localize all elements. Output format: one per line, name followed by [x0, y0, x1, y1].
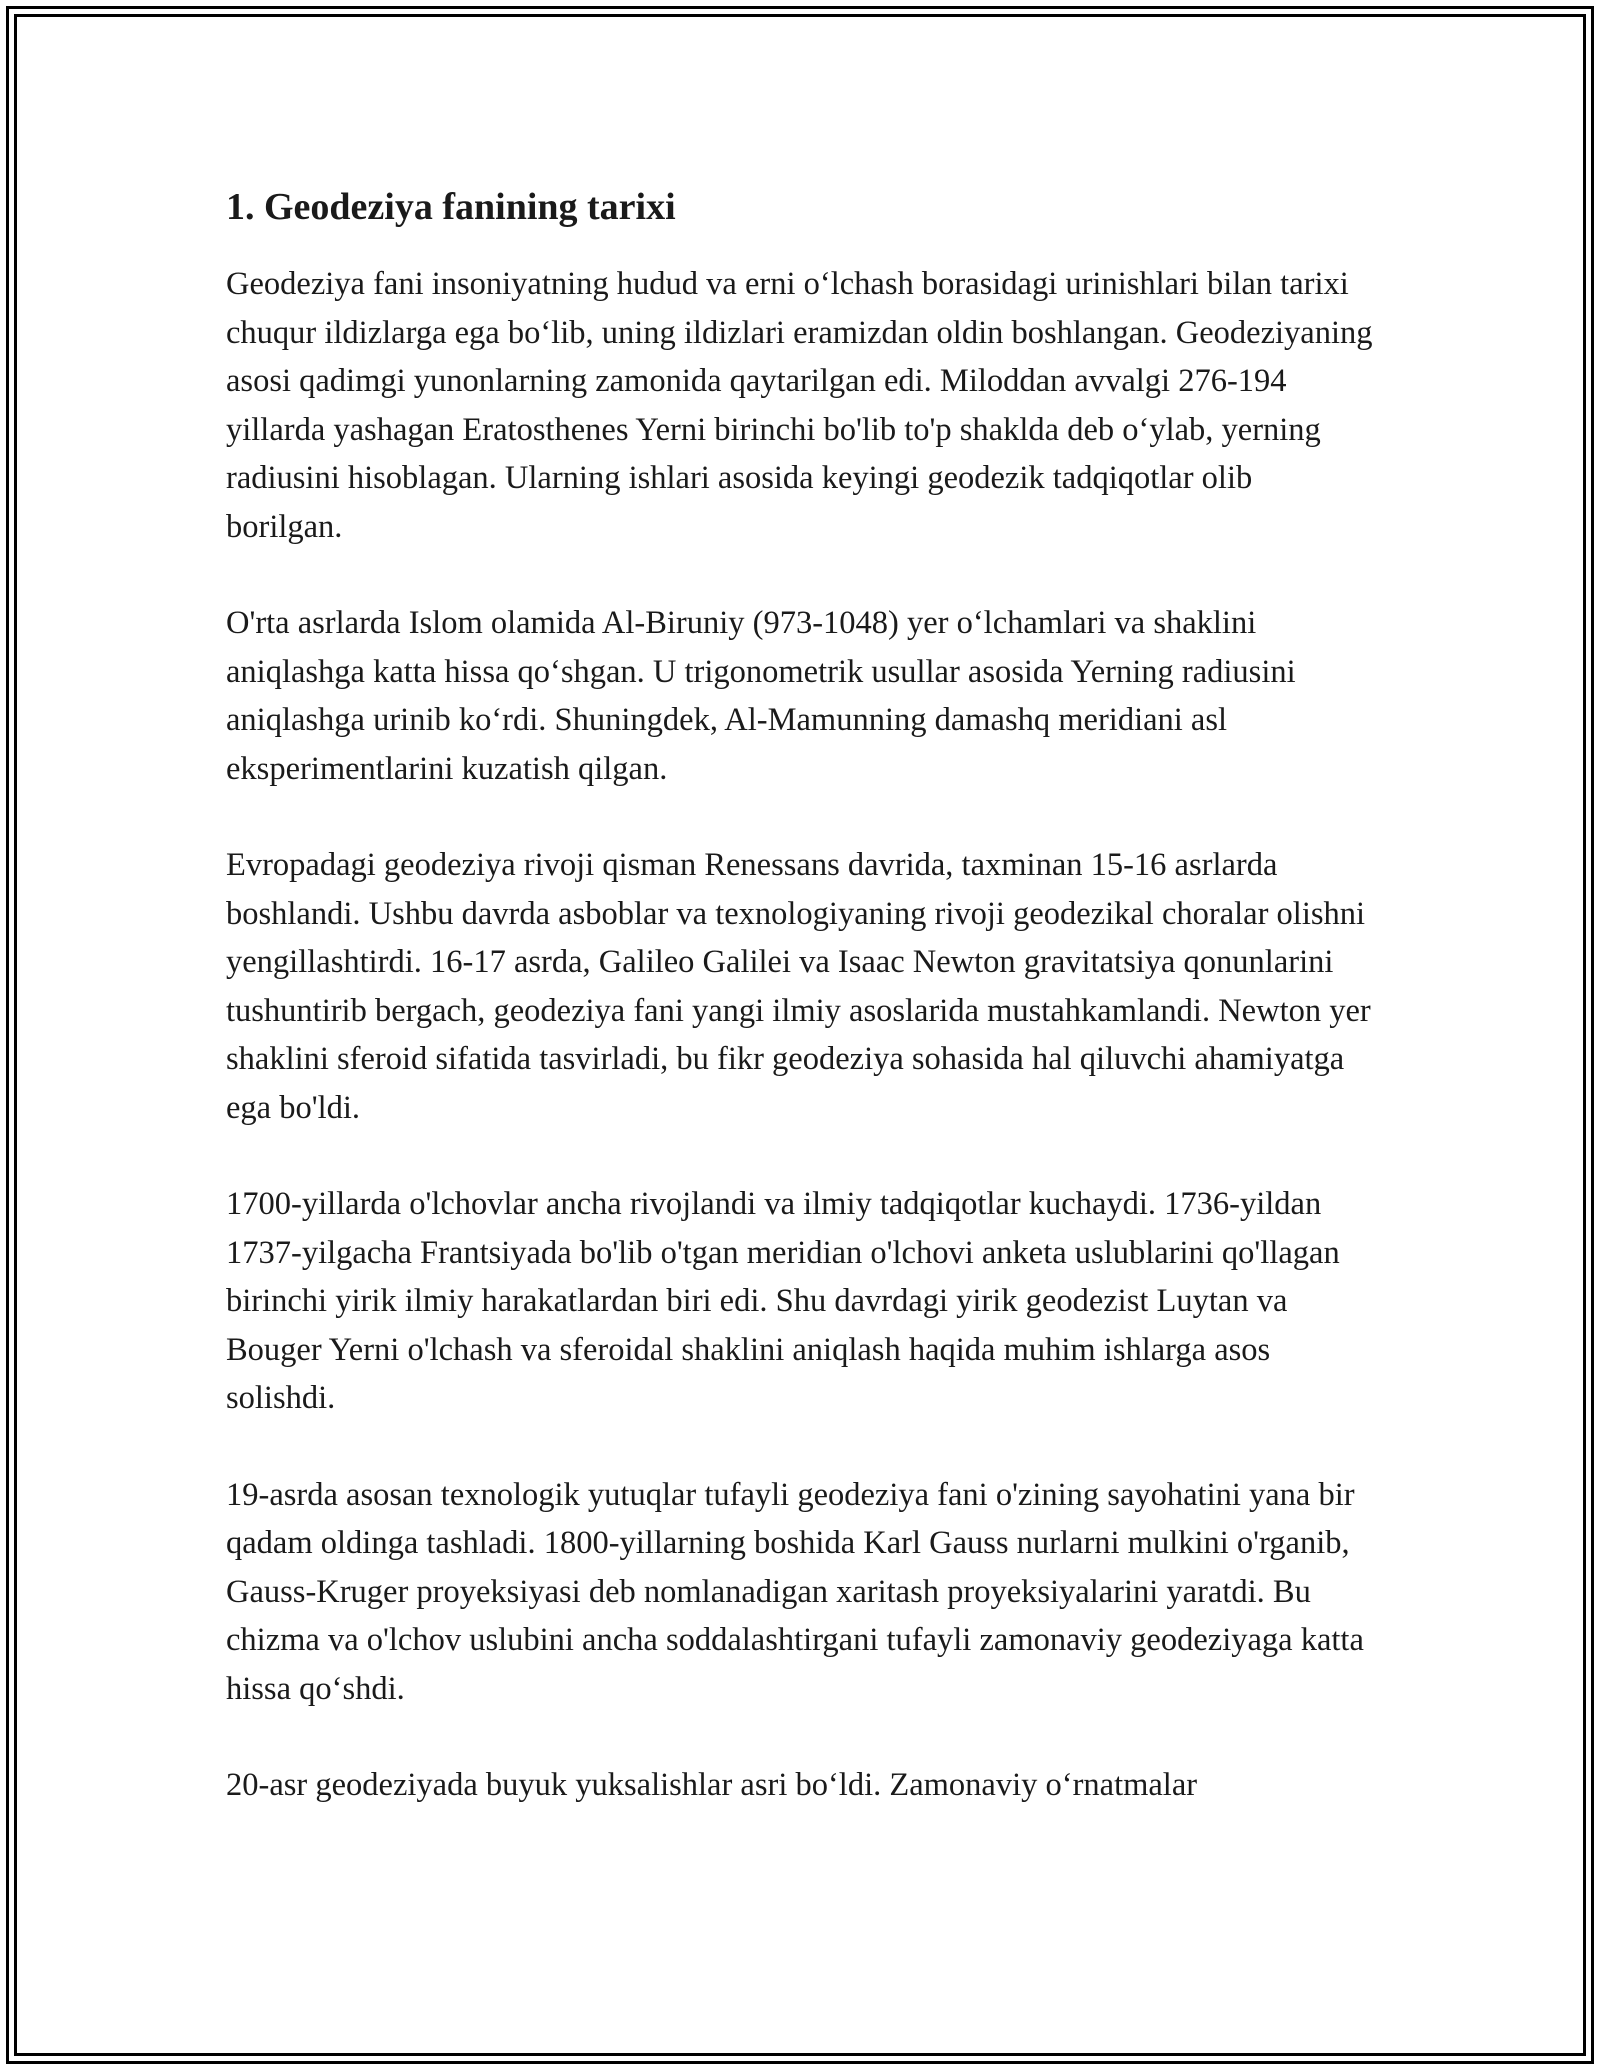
- paragraph-middle-ages: O'rta asrlarda Islom olamida Al-Biruniy (973-1048) yer o‘lchamlari va shaklini aniqlashga katta hissa qo‘shgan. U trigonometrik usullar asosida Yerning radiusini aniqlashga urinib ko‘rdi. Shuningdek, Al-Mamunning damashq meridiani asl eksperimentlarini kuzatish qilgan.: [226, 605, 1296, 787]
- paragraph-20th-century: 20-asr geodeziyada buyuk yuksalishlar asri bo‘ldi. Zamonaviy o‘rnatmalar: [226, 1767, 1198, 1803]
- document-body: [226, 183, 1376, 1858]
- paragraph-ancient-history: Geodeziya fani insoniyatning hudud va erni o‘lchash borasidagi urinishlari bilan tarixi chuqur ildizlarga ega bo‘lib, uning ildizlari eramizdan oldin boshlangan. Geodeziyaning asosi qadimgi yunonlarning zamonida qaytarilgan edi. Miloddan avvalgi 276-194 yillarda yashagan Eratosthenes Yerni birinchi bo'lib to'p shaklda deb o‘ylab, yerning radiusini hisoblagan. Ularning ishlari asosida keyingi geodezik tadqiqotlar olib borilgan.: [226, 266, 1373, 545]
- section-title: 1. Geodeziya fanining tarixi: [226, 186, 676, 228]
- paragraph-1700s: 1700-yillarda o'lchovlar ancha rivojlandi va ilmiy tadqiqotlar kuchaydi. 1736-yildan 1737-yilgacha Frantsiyada bo'lib o'tgan meridian o'lchovi anketa uslublarini qo'llagan birinchi yirik ilmiy harakatlardan biri edi. Shu davrdagi yirik geodezist Luytan va Bouger Yerni o'lchash va sferoidal shaklini aniqlash haqida muhim ishlarga asos solishdi.: [226, 1186, 1340, 1416]
- paragraph-19th-century: 19-asrda asosan texnologik yutuqlar tufayli geodeziya fani o'zining sayohatini yana bir qadam oldinga tashladi. 1800-yillarning boshida Karl Gauss nurlarni mulkini o'rganib, Gauss-Kruger proyeksiyasi deb nomlanadigan xaritash proyeksiyalarini yaratdi. Bu chizma va o'lchov uslubini ancha soddalashtirgani tufayli zamonaviy geodeziyaga katta hissa qo‘shdi.: [226, 1476, 1364, 1707]
- paragraph-renaissance: Evropadagi geodeziya rivoji qisman Renessans davrida, taxminan 15-16 asrlarda boshlandi. Ushbu davrda asboblar va texnologiyaning rivoji geodezikal choralar olishni yengillashtirdi. 16-17 asrda, Galileo Galilei va Isaac Newton gravitatsiya qonunlarini tushuntirib bergach, geodeziya fani yangi ilmiy asoslarida mustahkamlandi. Newton yer shaklini sferoid sifatida tasvirladi, bu fikr geodeziya sohasida hal qiluvchi ahamiyatga ega bo'ldi.: [226, 847, 1371, 1126]
